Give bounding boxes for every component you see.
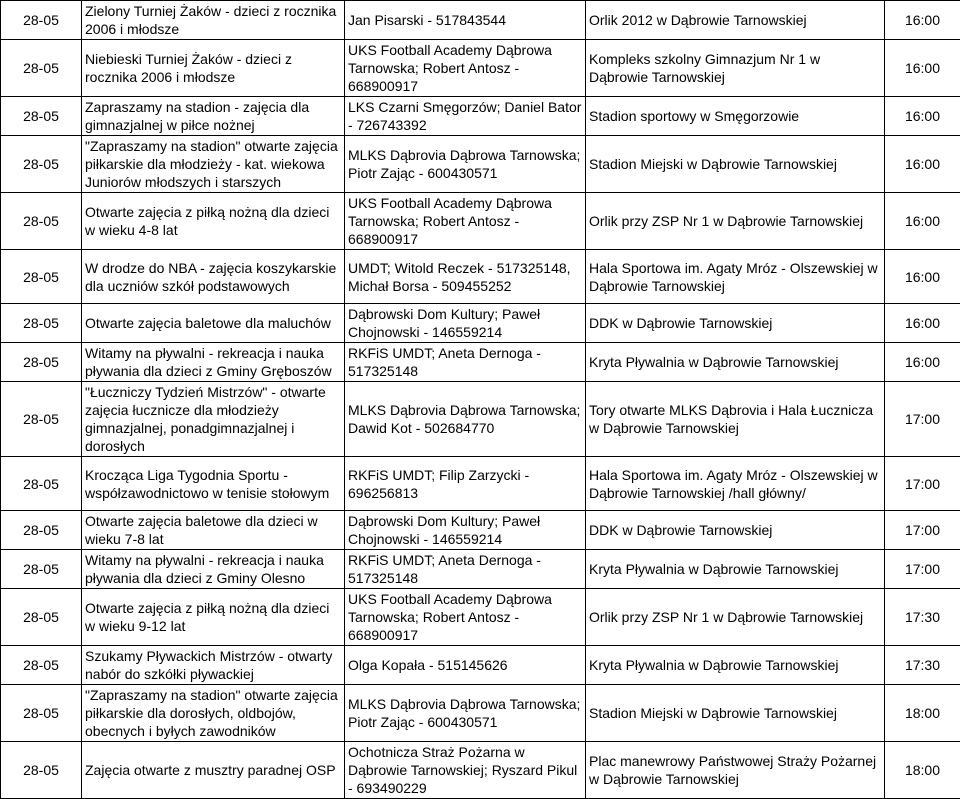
table-row: [1, 685, 960, 742]
table-row: [1, 511, 960, 550]
time-cell: 18:00: [885, 742, 960, 799]
time-cell: 16:00: [885, 1, 960, 40]
date-cell: 28-05: [1, 550, 82, 589]
contact-cell: MLKS Dąbrovia Dąbrowa Tarnowska; Dawid Kot - 502684770: [345, 382, 586, 457]
place-cell: Hala Sportowa im. Agaty Mróz - Olszewskiej w Dąbrowie Tarnowskiej: [586, 250, 885, 304]
date-cell: 28-05: [1, 343, 82, 382]
place-cell: Kryta Pływalnia w Dąbrowie Tarnowskiej: [586, 550, 885, 589]
date-cell: 28-05: [1, 742, 82, 799]
date-cell: 28-05: [1, 1, 82, 40]
place-cell: DDK w Dąbrowie Tarnowskiej: [586, 304, 885, 343]
date-cell: 28-05: [1, 304, 82, 343]
place-cell: Orlik przy ZSP Nr 1 w Dąbrowie Tarnowskiej: [586, 589, 885, 646]
place-cell: Kryta Pływalnia w Dąbrowie Tarnowskiej: [586, 646, 885, 685]
date-cell: 28-05: [1, 511, 82, 550]
time-cell: 17:30: [885, 589, 960, 646]
contact-cell: Ochotnicza Straż Pożarna w Dąbrowie Tarnowskiej; Ryszard Pikul - 693490229: [345, 742, 586, 799]
table-row: [1, 40, 960, 97]
table-row: [1, 250, 960, 304]
place-cell: Orlik przy ZSP Nr 1 w Dąbrowie Tarnowskiej: [586, 193, 885, 250]
table-row: [1, 97, 960, 136]
time-cell: 17:00: [885, 457, 960, 511]
time-cell: 16:00: [885, 250, 960, 304]
event-cell: Krocząca Liga Tygodnia Sportu - współzawodnictowo w tenisie stołowym: [82, 457, 345, 511]
contact-cell: Dąbrowski Dom Kultury; Paweł Chojnowski - 146559214: [345, 304, 586, 343]
time-cell: 16:00: [885, 136, 960, 193]
contact-cell: RKFiS UMDT; Filip Zarzycki - 696256813: [345, 457, 586, 511]
time-cell: 16:00: [885, 97, 960, 136]
contact-cell: RKFiS UMDT; Aneta Dernoga - 517325148: [345, 343, 586, 382]
table-row: [1, 193, 960, 250]
place-cell: Hala Sportowa im. Agaty Mróz - Olszewskiej w Dąbrowie Tarnowskiej /hall główny/: [586, 457, 885, 511]
contact-cell: Olga Kopała - 515145626: [345, 646, 586, 685]
place-cell: Plac manewrowy Państwowej Straży Pożarnej w Dąbrowie Tarnowskiej: [586, 742, 885, 799]
table-row: [1, 646, 960, 685]
place-cell: Orlik 2012 w Dąbrowie Tarnowskiej: [586, 1, 885, 40]
date-cell: 28-05: [1, 193, 82, 250]
event-cell: "Łuczniczy Tydzień Mistrzów" - otwarte zajęcia łucznicze dla młodzieży gimnazjalnej, ponadgimnazjalnej i dorosłych: [82, 382, 345, 457]
table-row: [1, 457, 960, 511]
table-row: [1, 343, 960, 382]
date-cell: 28-05: [1, 250, 82, 304]
time-cell: 18:00: [885, 685, 960, 742]
place-cell: Stadion Miejski w Dąbrowie Tarnowskiej: [586, 136, 885, 193]
date-cell: 28-05: [1, 646, 82, 685]
contact-cell: UMDT; Witold Reczek - 517325148, Michał Borsa - 509455252: [345, 250, 586, 304]
time-cell: 17:00: [885, 511, 960, 550]
time-cell: 17:00: [885, 382, 960, 457]
date-cell: 28-05: [1, 589, 82, 646]
contact-cell: UKS Football Academy Dąbrowa Tarnowska; Robert Antosz - 668900917: [345, 589, 586, 646]
place-cell: Stadion sportowy w Smęgorzowie: [586, 97, 885, 136]
table-row: [1, 1, 960, 40]
event-cell: Witamy na pływalni - rekreacja i nauka pływania dla dzieci z Gminy Gręboszów: [82, 343, 345, 382]
table-row: [1, 589, 960, 646]
place-cell: Stadion Miejski w Dąbrowie Tarnowskiej: [586, 685, 885, 742]
event-cell: Niebieski Turniej Żaków - dzieci z rocznika 2006 i młodsze: [82, 40, 345, 97]
place-cell: Kryta Pływalnia w Dąbrowie Tarnowskiej: [586, 343, 885, 382]
event-cell: Witamy na pływalni - rekreacja i nauka pływania dla dzieci z Gminy Olesno: [82, 550, 345, 589]
event-cell: Otwarte zajęcia z piłką nożną dla dzieci w wieku 4-8 lat: [82, 193, 345, 250]
date-cell: 28-05: [1, 40, 82, 97]
contact-cell: UKS Football Academy Dąbrowa Tarnowska; Robert Antosz - 668900917: [345, 40, 586, 97]
table-row: [1, 304, 960, 343]
schedule-body: [1, 1, 960, 799]
time-cell: 16:00: [885, 193, 960, 250]
table-row: [1, 742, 960, 799]
table-row: [1, 136, 960, 193]
time-cell: 16:00: [885, 304, 960, 343]
table-row: [1, 550, 960, 589]
date-cell: 28-05: [1, 97, 82, 136]
time-cell: 17:00: [885, 550, 960, 589]
time-cell: 16:00: [885, 40, 960, 97]
contact-cell: MLKS Dąbrovia Dąbrowa Tarnowska; Piotr Zając - 600430571: [345, 685, 586, 742]
contact-cell: MLKS Dąbrovia Dąbrowa Tarnowska; Piotr Zając - 600430571: [345, 136, 586, 193]
date-cell: 28-05: [1, 685, 82, 742]
time-cell: 17:30: [885, 646, 960, 685]
event-cell: W drodze do NBA - zajęcia koszykarskie dla uczniów szkół podstawowych: [82, 250, 345, 304]
contact-cell: Jan Pisarski - 517843544: [345, 1, 586, 40]
date-cell: 28-05: [1, 136, 82, 193]
event-cell: "Zapraszamy na stadion" otwarte zajęcia piłkarskie dla dorosłych, oldbojów, obecnych i byłych zawodników: [82, 685, 345, 742]
date-cell: 28-05: [1, 382, 82, 457]
event-cell: "Zapraszamy na stadion" otwarte zajęcia piłkarskie dla młodzieży - kat. wiekowa Juniorów młodszych i starszych: [82, 136, 345, 193]
contact-cell: RKFiS UMDT; Aneta Dernoga - 517325148: [345, 550, 586, 589]
event-cell: Szukamy Pływackich Mistrzów - otwarty nabór do szkółki pływackiej: [82, 646, 345, 685]
event-cell: Otwarte zajęcia baletowe dla maluchów: [82, 304, 345, 343]
event-cell: Otwarte zajęcia z piłką nożną dla dzieci w wieku 9-12 lat: [82, 589, 345, 646]
place-cell: Tory otwarte MLKS Dąbrovia i Hala Łucznicza w Dąbrowie Tarnowskiej: [586, 382, 885, 457]
place-cell: DDK w Dąbrowie Tarnowskiej: [586, 511, 885, 550]
date-cell: 28-05: [1, 457, 82, 511]
event-cell: Otwarte zajęcia baletowe dla dzieci w wieku 7-8 lat: [82, 511, 345, 550]
event-cell: Zajęcia otwarte z musztry paradnej OSP: [82, 742, 345, 799]
event-cell: Zapraszamy na stadion - zajęcia dla gimnazjalnej w piłce nożnej: [82, 97, 345, 136]
event-cell: Zielony Turniej Żaków - dzieci z rocznika 2006 i młodsze: [82, 1, 345, 40]
table-row: [1, 382, 960, 457]
contact-cell: UKS Football Academy Dąbrowa Tarnowska; Robert Antosz - 668900917: [345, 193, 586, 250]
place-cell: Kompleks szkolny Gimnazjum Nr 1 w Dąbrowie Tarnowskiej: [586, 40, 885, 97]
contact-cell: LKS Czarni Smęgorzów; Daniel Bator - 726743392: [345, 97, 586, 136]
time-cell: 16:00: [885, 343, 960, 382]
contact-cell: Dąbrowski Dom Kultury; Paweł Chojnowski - 146559214: [345, 511, 586, 550]
